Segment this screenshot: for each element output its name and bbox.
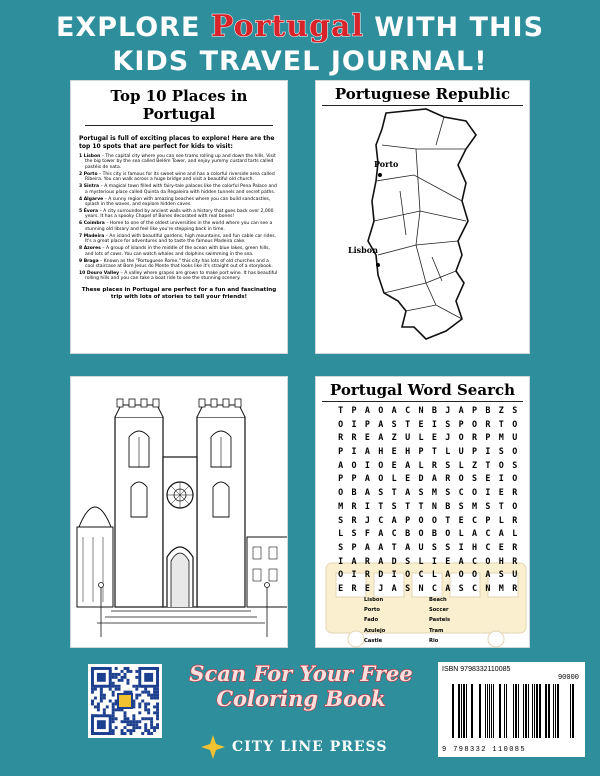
wordsearch-letter: B [445,500,451,511]
publisher-brand [200,734,387,760]
wordsearch-letter: A [364,487,371,498]
wordsearch-letter: R [364,569,371,580]
wordsearch-letter: P [418,446,424,457]
wordsearch-letter: O [472,418,478,429]
wordsearch-letter: T [445,514,451,525]
top10-item [79,246,279,257]
wordsearch-row [334,473,521,487]
barcode-box [438,662,585,757]
wordsearch-word: Soccer [429,607,449,614]
wordsearch-letter: H [472,541,478,552]
wordsearch-letter: C [472,555,478,566]
wordsearch-letter: P [485,432,491,443]
wordsearch-letter: E [485,473,491,484]
wordsearch-letter: O [458,473,464,484]
wordsearch-letter: A [458,555,464,566]
top10-item-name: 7 Madeira [79,233,105,239]
wordsearch-letter: S [391,500,397,511]
wordsearch-row [334,515,521,529]
wordsearch-word: Castle [364,637,383,644]
top10-item-name: 2 Porto [79,171,98,177]
wordsearch-letter: T [498,500,504,511]
wordsearch-letter: Z [472,459,478,470]
wordsearch-letter: C [431,582,437,593]
wordsearch-letter: O [472,569,478,580]
wordsearch-row [334,419,521,433]
wordsearch-letter: A [364,405,371,415]
top10-panel [70,80,288,354]
top10-item [79,259,279,270]
qr-code[interactable] [88,664,162,738]
map-label-porto: Porto [374,159,399,169]
wordsearch-letter: M [431,487,437,498]
wordsearch-letter: A [445,569,451,580]
top10-item [79,209,279,220]
wordsearch-letter: S [378,487,384,498]
wordsearch-letter: L [498,514,504,525]
wordsearch-row [334,501,521,515]
wordsearch-letter: M [498,432,504,443]
wordsearch-letter: B [405,528,411,539]
header-highlight: Portugal [210,9,364,44]
top10-item-text: – A city surrounded by ancient walls with a history that goes back over 2,000 years. It has a spooky Chapel of Bones decorated with real bones! [85,209,274,220]
wordsearch-letter: A [472,528,478,539]
wordsearch-letter: A [405,487,411,498]
wordsearch-letter: O [405,569,411,580]
wordsearch-letter: L [431,569,437,580]
wordsearch-letter: S [485,500,491,511]
wordsearch-letter: S [472,473,478,484]
qr-code-graphic [91,667,159,735]
top10-item [79,197,279,208]
wordsearch-panel [315,376,530,648]
wordsearch-word: Beach [429,597,447,603]
wordsearch-letter: A [405,541,411,552]
wordsearch-letter: E [391,459,397,470]
top10-item [79,221,279,232]
wordsearch-letter: R [351,514,357,525]
wordsearch-letter: E [498,541,504,552]
wordsearch-letter: C [458,487,464,498]
wordsearch-row [334,556,521,570]
wordsearch-letter: T [405,500,411,511]
wordsearch-letter: N [418,405,424,415]
wordsearch-letter: A [364,473,371,484]
scan-promo [176,661,426,711]
wordsearch-letter: O [338,487,344,498]
wordsearch-letter: T [391,487,397,498]
header-line-1: EXPLORE Portugal WITH THIS [55,9,545,44]
wordsearch-letter: L [458,459,464,470]
wordsearch-letter: R [512,555,518,566]
wordsearch-letter: I [364,459,371,470]
wordsearch-letter: J [378,582,384,593]
wordsearch-letter: C [378,514,384,525]
wordsearch-letter: U [418,541,424,552]
wordsearch-letter: N [485,582,491,593]
wordsearch-letter: R [431,459,437,470]
barcode-graphic [442,684,580,746]
wordsearch-letter: I [351,446,357,457]
top10-item-text: – A group of islands in the middle of the ocean with blue lakes, green hills, and lots of cows. You can watch whales and dolphins swimming in the sea. [85,246,270,257]
scan-line-2: Coloring Book [216,686,386,711]
wordsearch-letter: E [431,432,437,443]
wordsearch-letter: B [485,405,491,415]
cover-header [0,10,600,79]
top10-item-text: – A magical town filled with fairy-tale palaces like the colorful Pena Palace and a mysterious place called Quinta da Regaleira with hidden tunnels and secret paths. [85,184,277,195]
wordsearch-letter: U [512,569,518,580]
wordsearch-letter: S [458,500,464,511]
wordsearch-row [334,460,521,474]
wordsearch-letter: R [512,514,518,525]
wordsearch-letter: L [512,528,518,539]
top10-item-text: – Known as the "Portuguese Rome," this city has lots of old churches and a cool staircase at Bom Jesus do Monte that looks like it's straight out of a storybook. [85,258,273,270]
wordsearch-letter: D [418,473,424,484]
wordsearch-word: Tram [429,627,444,634]
wordsearch-letter: S [445,487,451,498]
scan-line-1: Scan For Your Free [189,661,413,686]
wordsearch-letter: P [351,473,357,484]
wordsearch-letter: A [378,528,384,539]
wordsearch-letter: A [485,569,491,580]
wordsearch-letter: T [418,500,424,511]
wordsearch-word: Pasteis [429,617,451,624]
wordsearch-letter: O [498,459,504,470]
wordsearch-letter: O [472,487,478,498]
portugal-map-illustration [316,105,531,345]
cathedral-illustration [71,377,288,648]
wordsearch-letter: E [458,514,464,525]
wordsearch-letter: R [351,432,357,443]
wordsearch-letter: O [512,500,518,511]
wordsearch-letter: U [512,432,518,443]
wordsearch-row [334,487,521,501]
wordsearch-letter: A [338,459,344,470]
wordsearch-letter: O [338,418,344,429]
wordsearch-letter: A [405,459,411,470]
wordsearch-letter: A [458,405,464,415]
wordsearch-row [334,569,521,583]
wordsearch-letter: P [472,446,478,457]
wordsearch-letter: P [351,541,357,552]
wordsearch-letter: R [445,473,451,484]
wordsearch-letter: P [472,405,478,415]
wordsearch-letter: A [431,473,437,484]
wordsearch-letter: P [458,418,464,429]
wordsearch-letter: A [391,514,397,525]
top10-item [79,234,279,245]
wordsearch-letter: A [391,582,397,593]
wordsearch-letter: R [364,555,371,566]
wordsearch-word: Rio [429,637,439,644]
wordsearch-letter: P [485,514,491,525]
wordsearch-letter: E [405,473,411,484]
wordsearch-letter: L [391,473,397,484]
wordsearch-word: Porto [364,607,380,614]
wordsearch-letter: L [418,459,424,470]
wordsearch-letter: O [431,514,437,525]
wordsearch-letter: R [351,500,357,511]
wordsearch-letter: S [458,582,464,593]
wordsearch-letter: O [418,514,424,525]
top10-item-text: – An island with beautiful gardens, high mountains, and fun cable car rides. It's a great place for adventures and to taste the famous Madeira cake. [85,233,276,245]
star-logo-icon [200,734,226,760]
wordsearch-letter: L [445,446,451,457]
wordsearch-letter: L [418,555,424,566]
wordsearch-letter: R [512,487,518,498]
wordsearch-letter: I [485,446,491,457]
wordsearch-letter: B [431,528,437,539]
wordsearch-letter: T [338,405,344,415]
wordsearch-letter: E [391,446,397,457]
wordsearch-letter: A [364,446,371,457]
wordsearch-letter: O [458,432,464,443]
top10-item-name: 1 Lisbon [79,154,101,159]
wordsearch-letter: J [364,514,371,525]
wordsearch-letter: I [351,569,357,580]
wordsearch-letter: L [418,432,424,443]
wordsearch-letter: S [512,459,518,470]
wordsearch-letter: A [364,541,371,552]
wordsearch-letter: I [351,418,357,429]
wordsearch-letter: T [485,459,491,470]
wordsearch-letter: S [338,514,344,525]
wordsearch-letter: D [391,555,397,566]
wordsearch-row [334,432,521,446]
wordsearch-letter: Z [391,432,397,443]
cathedral-panel [70,376,288,648]
wordsearch-letter: S [338,541,344,552]
top10-item [79,184,279,195]
wordsearch-letter: O [485,555,491,566]
wordsearch-letter: A [378,541,384,552]
wordsearch-letter: I [391,569,397,580]
wordsearch-letter: O [512,418,518,429]
wordsearch-letter: S [351,528,357,539]
wordsearch-letter: L [458,528,464,539]
top10-item-text: – A sunny region with amazing beaches where you can build sandcastles, splash in the waves, and explore hidden caves. [85,196,271,208]
wordsearch-letter: P [338,446,344,457]
wordsearch-letter: A [445,582,451,593]
wordsearch-letter: S [405,582,411,593]
wordsearch-grid [334,405,521,597]
top10-item-name: 9 Braga [79,258,99,264]
wordsearch-letter: I [338,555,344,566]
wordsearch-letter: R [472,432,478,443]
top10-item-name: 8 Azores [79,246,101,252]
wordsearch-letter: O [512,473,518,484]
wordsearch-letter: E [445,555,451,566]
publisher-name: CITY LINE PRESS [232,739,388,755]
wordsearch-letter: A [378,555,384,566]
wordsearch-letter: T [391,541,397,552]
wordsearch-letter: B [351,487,357,498]
wordsearch-letter: N [431,500,437,511]
wordsearch-letter: I [458,541,464,552]
wordsearch-letter: O [418,528,424,539]
wordsearch-letter: O [351,459,357,470]
wordsearch-letter: P [338,473,344,484]
top10-item-text: – A valley where grapes are grown to make port wine. It has beautiful rolling hills and you can take a boat ride to see the stunning scenery. [85,271,278,282]
top10-item [79,271,279,282]
wordsearch-letter: F [364,528,371,539]
wordsearch-letter: S [445,418,451,429]
wordsearch-letter: I [498,473,504,484]
wordsearch-letter: I [364,500,371,511]
wordsearch-letter: U [405,432,411,443]
top10-intro: Portugal is full of exciting places to explore! Here are the top 10 spots that are perfect for kids to visit: [79,135,275,150]
wordsearch-letter: C [485,541,491,552]
wordsearch-letter: I [485,487,491,498]
wordsearch-letter: A [378,432,384,443]
wordsearch-letter: P [405,514,411,525]
wordsearch-letter: C [472,582,478,593]
top10-list [79,154,279,282]
wordsearch-letter: R [512,541,518,552]
wordsearch-letter: D [378,569,384,580]
wordsearch-letter: S [431,541,437,552]
wordsearch-letter: C [418,569,424,580]
wordsearch-letter: I [431,555,437,566]
wordsearch-letter: E [498,487,504,498]
wordsearch-row [334,583,521,597]
map-panel [315,80,530,354]
wordsearch-letter: E [418,418,424,429]
wordsearch-letter: T [498,418,504,429]
top10-item [79,154,279,170]
wordsearch-letter: S [445,541,451,552]
wordsearch-letter: N [418,582,424,593]
wordsearch-letter: R [512,582,518,593]
wordsearch-letter: C [472,514,478,525]
wordsearch-letter: S [391,418,397,429]
wordsearch-word-list [364,597,494,644]
wordsearch-letter: Z [498,405,504,415]
wordsearch-row [334,405,521,419]
wordsearch-word: Lisbon [364,597,384,603]
wordsearch-letter: M [472,500,478,511]
top10-item-name: 4 Algarve [79,196,104,202]
wordsearch-letter: S [418,487,424,498]
wordsearch-title: Portugal Word Search [322,381,523,402]
isbn-label: ISBN 9798332110085 [442,666,511,673]
map-label-lisbon: Lisbon [348,245,378,255]
wordsearch-letter: E [338,582,344,593]
wordsearch-letter: R [338,432,344,443]
wordsearch-letter: H [378,446,384,457]
wordsearch-row [334,542,521,556]
top10-item-text: – Home to one of the oldest universities in the world where you can see a stunning old library and feel like you're stepping back in time. [85,221,273,232]
map-title: Portuguese Republic [322,85,523,106]
top10-item-name: 6 Coimbra [79,221,105,227]
wordsearch-letter: C [391,528,397,539]
wordsearch-letter: R [485,418,491,429]
wordsearch-letter: J [445,432,451,443]
wordsearch-letter: P [351,405,357,415]
wordsearch-letter: C [405,405,411,415]
wordsearch-letter: T [431,446,437,457]
wordsearch-letter: S [512,405,518,415]
wordsearch-letter: H [498,555,504,566]
top10-item [79,172,279,183]
wordsearch-word: Azulejo [364,627,386,634]
wordsearch-letter: I [431,418,437,429]
wordsearch-letter: T [405,418,411,429]
top10-item-name: 5 Évora [79,209,99,215]
header-line-2: KIDS TRAVEL JOURNAL! [112,46,488,77]
wordsearch-letter: O [338,569,344,580]
wordsearch-letter: B [431,405,437,415]
wordsearch-letter: O [445,528,451,539]
isbn-digits: 9 798332 110085 [442,746,527,754]
top10-title: Top 10 Places in Portugal [85,87,273,126]
wordsearch-letter: S [445,459,451,470]
top10-outro: These places in Portugal are perfect for a fun and fascinating trip with lots of stories to tell your friends! [81,286,277,300]
wordsearch-letter: L [338,528,344,539]
wordsearch-row [334,446,521,460]
wordsearch-word: Fado [364,617,379,624]
wordsearch-letter: S [498,569,504,580]
wordsearch-letter: E [364,432,371,443]
wordsearch-letter: O [378,405,384,415]
wordsearch-letter: A [391,405,397,415]
wordsearch-letter: O [512,446,518,457]
top10-item-name: 3 Sintra [79,184,100,190]
wordsearch-letter: O [458,569,464,580]
wordsearch-letter: E [364,582,371,593]
price-code: 90000 [557,674,579,682]
top10-item-text: – This city is famous for its sweet wine and has a colorful riverside area called Ribeira. You can walk across a huge bridge and visit a beautiful old church. [85,171,275,183]
wordsearch-letter: P [364,418,371,429]
wordsearch-letter: R [351,582,357,593]
wordsearch-letter: A [498,528,504,539]
wordsearch-letter: T [378,500,384,511]
wordsearch-letter: O [378,473,384,484]
wordsearch-letter: C [485,528,491,539]
wordsearch-letter: M [498,582,504,593]
top10-item-name: 10 Douro Valley [79,271,120,277]
wordsearch-letter: O [378,459,384,470]
wordsearch-row [334,528,521,542]
wordsearch-letter: A [378,418,384,429]
wordsearch-letter: U [458,446,464,457]
wordsearch-letter: M [338,500,344,511]
wordsearch-letter: H [405,446,411,457]
wordsearch-letter: J [445,405,451,415]
wordsearch-letter: S [405,555,411,566]
wordsearch-letter: S [498,446,504,457]
wordsearch-letter: A [351,555,357,566]
top10-item-text: – The capital city where you can see trams rolling up and down the hills. Visit the big tower by the sea called Belém Tower, and enjoy yummy custard tarts called pastéis de nata. [85,154,276,170]
